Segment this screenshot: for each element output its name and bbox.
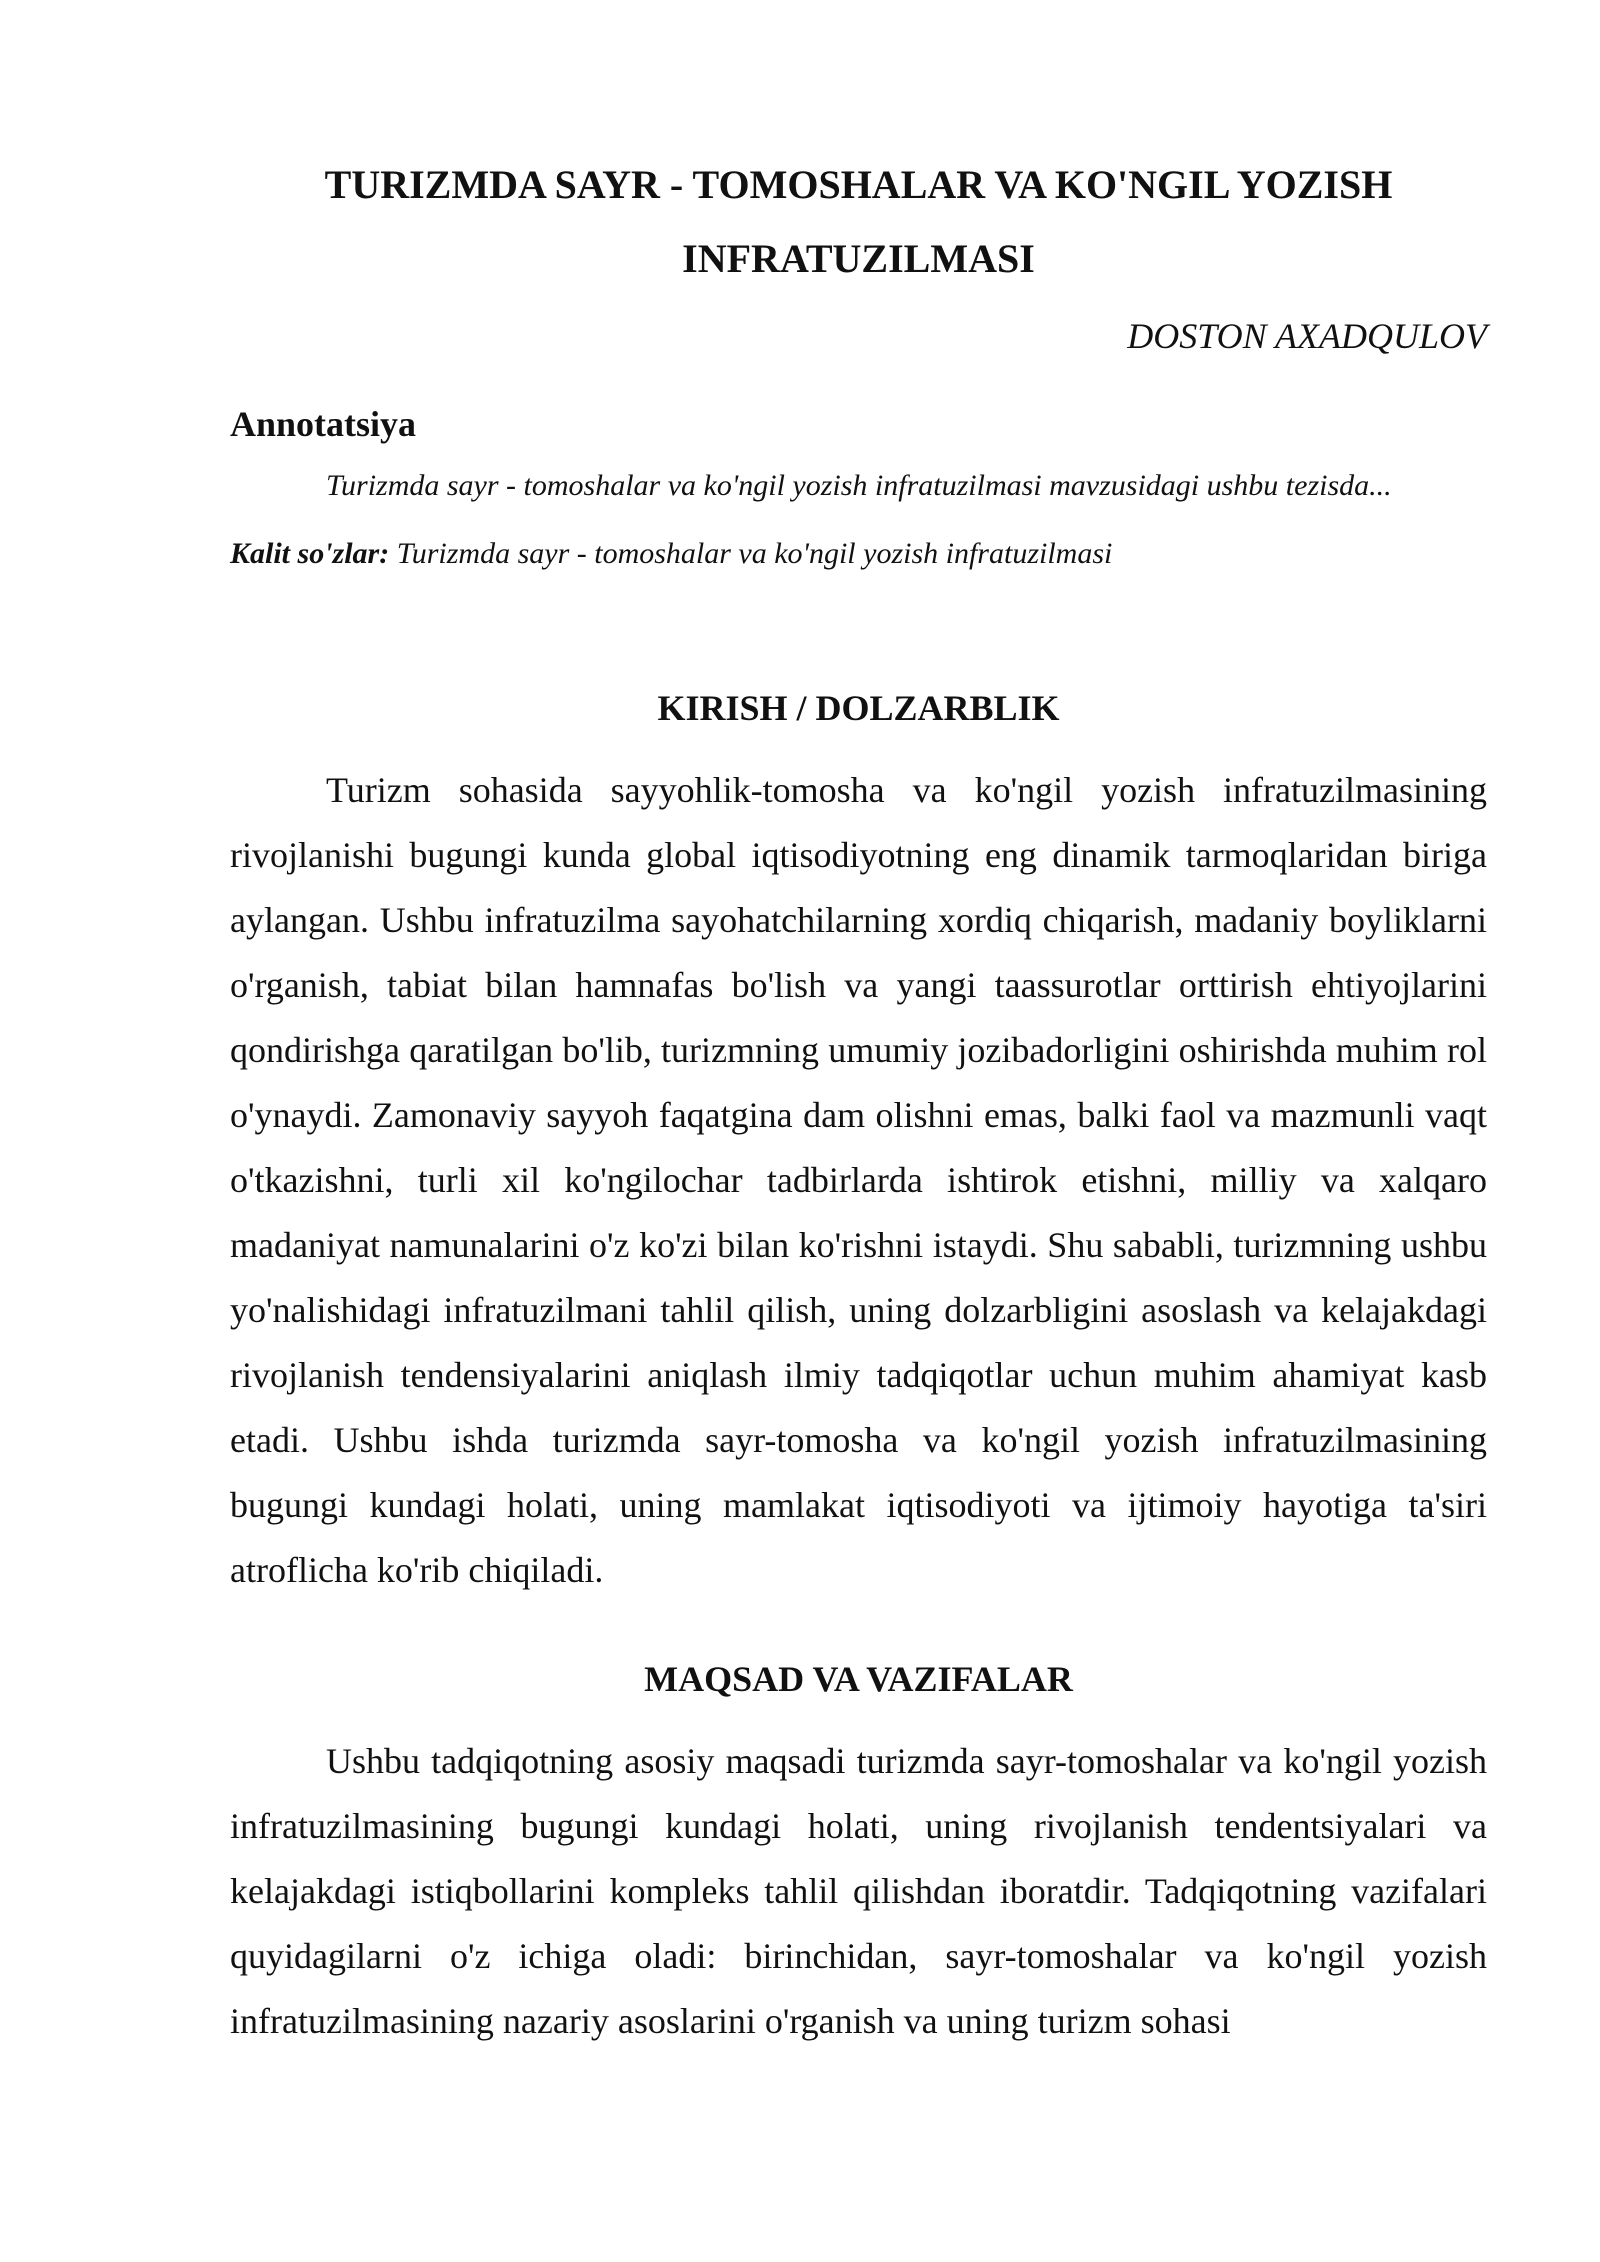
- section-heading-goals: MAQSAD VA VAZIFALAR: [644, 1659, 1073, 1699]
- section-paragraph-goals: Ushbu tadqiqotning asosiy maqsadi turizmda sayr-tomoshalar va ko'ngil yozish infratuzilmasining bugungi kundagi holati, uning rivojlanish tendentsiyalari va kelajakdagi istiqbollarini kompleks tahlil qilishdan iboratdir. Tadqiqotning vazifalari quyidagilarni o'z ichiga oladi: birinchidan, sayr-tomoshalar va ko'ngil yozish infratuzilmasining nazariy asoslarini o'rganish va uning turizm sohasi: [230, 1741, 1487, 2041]
- document-title: TURIZMDA SAYR - TOMOSHALAR VA KO'NGIL YOZISH INFRATUZILMASI: [324, 162, 1393, 281]
- keywords-label: Kalit so'zlar:: [230, 537, 390, 570]
- keywords-text: Turizmda sayr - tomoshalar va ko'ngil yozish infratuzilmasi: [389, 537, 1113, 570]
- document-page: [230, 0, 1487, 2054]
- annotation-text: Turizmda sayr - tomoshalar va ko'ngil yozish infratuzilmasi mavzusidagi ushbu tezisda...: [326, 469, 1392, 502]
- author-name: DOSTON AXADQULOV: [1127, 316, 1487, 356]
- section-paragraph-intro: Turizm sohasida sayyohlik-tomosha va ko'ngil yozish infratuzilmasining rivojlanishi bugungi kunda global iqtisodiyotning eng dinamik tarmoqlaridan biriga aylangan. Ushbu infratuzilma sayohatchilarning xordiq chiqarish, madaniy boyliklarni o'rganish, tabiat bilan hamnafas bo'lish va yangi taassurotlar orttirish ehtiyojlarini qondirishga qaratilgan bo'lib, turizmning umumiy jozibadorligini oshirishda muhim rol o'ynaydi. Zamonaviy sayyoh faqatgina dam olishni emas, balki faol va mazmunli vaqt o'tkazishni, turli xil ko'ngilochar tadbirlarda ishtirok etishni, milliy va xalqaro madaniyat namunalarini o'z ko'zi bilan ko'rishni istaydi. Shu sababli, turizmning ushbu yo'nalishidagi infratuzilmani tahlil qilish, uning dolzarbligini asoslash va kelajakdagi rivojlanish tendensiyalarini aniqlash ilmiy tadqiqotlar uchun muhim ahamiyat kasb etadi. Ushbu ishda turizmda sayr-tomosha va ko'ngil yozish infratuzilmasining bugungi kundagi holati, uning mamlakat iqtisodiyoti va ijtimoiy hayotiga ta'siri atroflicha ko'rib chiqiladi.: [230, 770, 1487, 1590]
- annotation-heading: Annotatsiya: [230, 404, 417, 444]
- keywords-line: [230, 530, 1487, 578]
- section-heading-intro: KIRISH / DOLZARBLIK: [657, 688, 1060, 728]
